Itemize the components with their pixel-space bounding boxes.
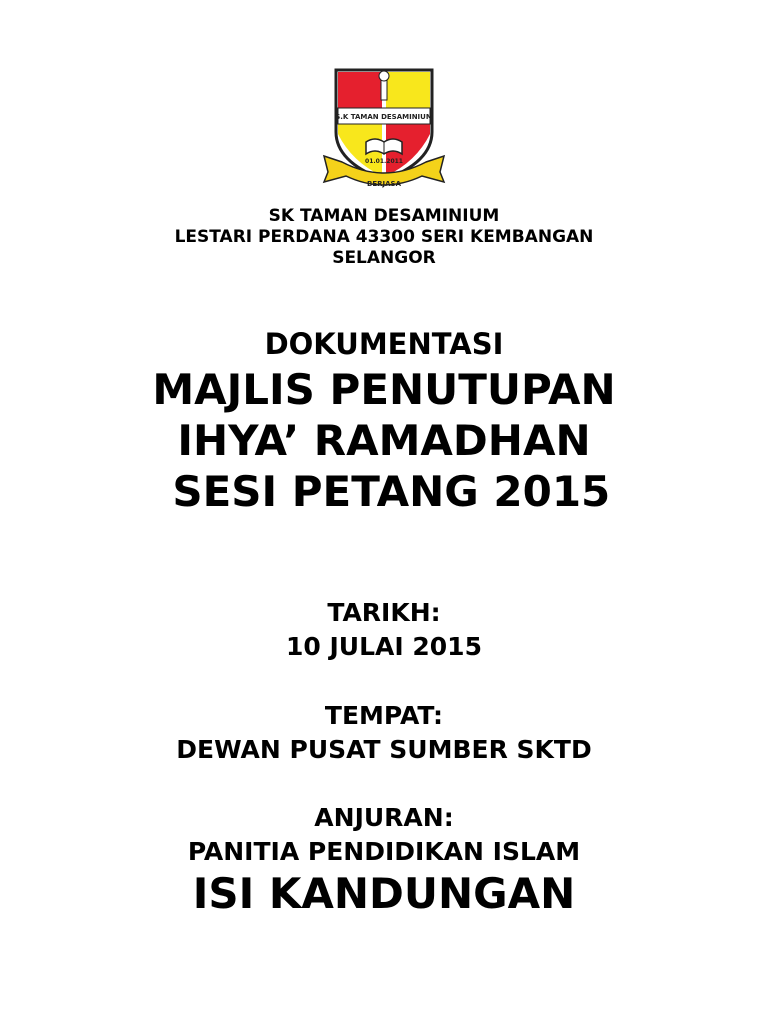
crest-date-text: 01.01.2011: [365, 158, 403, 165]
crest-motto-text: BERJASA: [367, 180, 401, 188]
school-name: SK TAMAN DESAMINIUM: [268, 206, 500, 226]
document-label: DOKUMENTASI: [264, 327, 504, 361]
venue-value: DEWAN PUSAT SUMBER SKTD: [176, 735, 592, 764]
event-title: [0, 364, 768, 517]
date-section: [0, 596, 768, 664]
venue-label: TEMPAT:: [324, 701, 444, 730]
venue-section: [0, 699, 768, 767]
section-heading: ISI KANDUNGAN: [192, 869, 576, 918]
organizer-label: ANJURAN:: [314, 803, 454, 832]
event-title-line-3: SESI PETANG 2015: [157, 467, 611, 516]
school-address-line1: LESTARI PERDANA 43300 SERI KEMBANGAN: [174, 227, 594, 247]
organizer-value: PANITIA PENDIDIKAN ISLAM: [187, 837, 581, 866]
event-title-line-1: MAJLIS PENUTUPAN: [152, 365, 616, 414]
school-address-line2: SELANGOR: [332, 248, 436, 268]
organizer-section: [0, 801, 768, 869]
school-logo: [0, 62, 768, 198]
school-crest-icon: [322, 62, 446, 198]
crest-band-text: S.K TAMAN DESAMINIUM: [335, 113, 433, 121]
date-value: 10 JULAI 2015: [286, 632, 482, 661]
date-label: TARIKH:: [327, 598, 441, 627]
event-title-line-2: IHYA’ RAMADHAN: [177, 416, 591, 465]
school-header: [0, 206, 768, 269]
